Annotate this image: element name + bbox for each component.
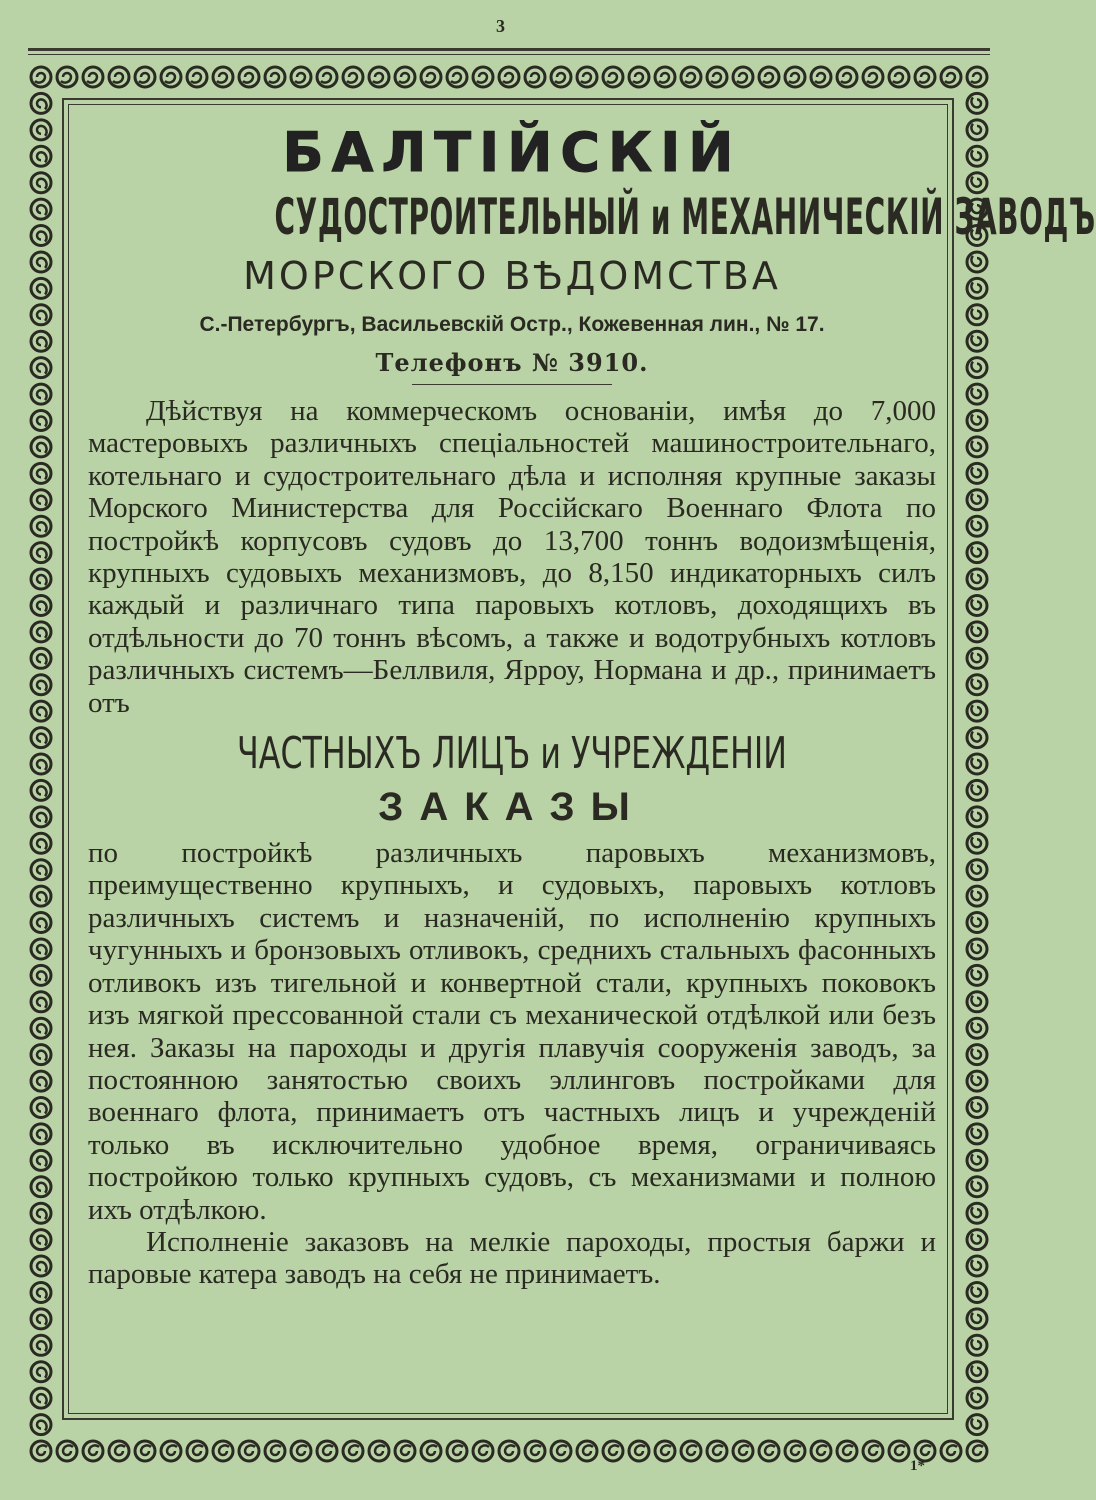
- company-name-line3: МОРСКОГО ВѢДОМСТВА: [243, 254, 781, 298]
- company-name-line2: СУДОСТРОИТЕЛЬНЫЙ и МЕХАНИЧЕСКІЙ ЗАВОДЪ: [274, 188, 1096, 246]
- footer-signature: 1*: [910, 1458, 925, 1474]
- phone-number: Телефонъ № 3910.: [375, 348, 649, 377]
- advertisement: [88, 118, 1096, 1291]
- paragraph-intro: Дѣйствуя на коммерческомъ основаніи, имѣя до 7,000 мастеровыхъ различныхъ спеціальностей машиностроительнаго, котельнаго и судостроительнаго дѣла и исполняя крупные заказы Морского Министерства для Россійскаго Военнаго Флота по постройкѣ корпусовъ судовъ до 13,700 тоннъ водоизмѣщенія, крупныхъ судовыхъ механизмовъ, до 8,150 индикаторныхъ силъ каждый и различнаго типа паровыхъ котловъ, доходящихъ въ отдѣльности до 70 тоннъ вѣсомъ, а также и водотрубныхъ котловъ различныхъ системъ—Беллвиля, Ярроу, Нормана и др., принимаетъ отъ: [88, 395, 936, 719]
- company-name-line1: БАЛТІЙСКІЙ: [282, 121, 742, 184]
- heading-orders: ЗАКАЗЫ: [378, 785, 646, 830]
- divider: [412, 384, 612, 385]
- paragraph-exclusions: Исполненіе заказовъ на мелкіе пароходы, простыя баржи и паровые катера заводъ на себя не принимаетъ.: [88, 1225, 936, 1291]
- page-number: 3: [496, 16, 505, 36]
- paragraph-services: по постройкѣ различныхъ паровыхъ механизмовъ, преимущественно крупныхъ, и судовыхъ, паровыхъ котловъ различныхъ системъ и назначеній, по исполненію крупныхъ чугунныхъ и бронзовыхъ отливокъ, среднихъ стальныхъ фасонныхъ отливокъ изъ тигельной и конвертной стали, крупныхъ поковокъ изъ мягкой прессованной стали съ механической отдѣлкой или безъ нея. Заказы на пароходы и другія плавучія сооруженія заводъ, за постоянною занятостью своихъ эллинговъ постройками для военнаго флота, принимаетъ отъ частныхъ лицъ и учрежденій только въ исключительно удобное время, ограничиваясь постройкою только крупныхъ судовъ, съ механизмами и полною ихъ отдѣлкою.: [88, 837, 936, 1226]
- top-rule: [28, 48, 990, 51]
- heading-private-clients: ЧАСТНЫХЪ ЛИЦЪ и УЧРЕЖДЕНІИ: [237, 728, 787, 780]
- address: С.-Петербургъ, Васильевскій Остр., Кожевенная лин., № 17.: [199, 313, 825, 336]
